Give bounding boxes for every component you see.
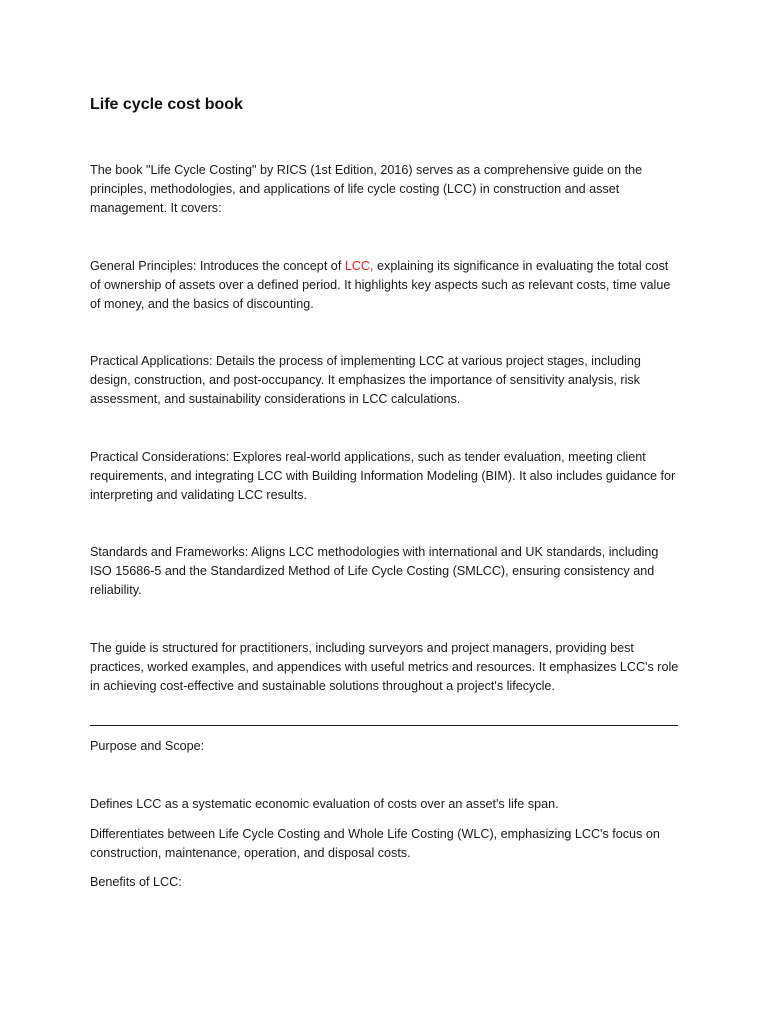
general-principles-text-end: explaining its significance in evaluating the total cost of ownership of assets over a defined period. It highlights key aspects such as relevant costs, time value of money, and the basics of discounting. [90, 259, 671, 311]
practical-considerations-paragraph: Practical Considerations: Explores real-world applications, such as tender evaluation, meeting client requirements, and integrating LCC with Building Information Modeling (BIM). It also includes guidance for interpreting and validating LCC results. [90, 450, 676, 502]
purpose-scope-heading: Purpose and Scope: [90, 739, 205, 753]
general-principles-text-start: General Principles: Introduces the concept of [90, 259, 345, 273]
guide-structure-paragraph: The guide is structured for practitioners, including surveyors and project managers, providing best practices, worked examples, and appendices with useful metrics and resources. It emphasizes LCC's role in achieving cost-effective and sustainable solutions throughout a project's lifecycle. [90, 641, 679, 693]
general-principles-paragraph [90, 257, 682, 314]
standards-frameworks-paragraph: Standards and Frameworks: Aligns LCC methodologies with international and UK standards, including ISO 15686-5 and the Standardized Method of Life Cycle Costing (SMLCC), ensuring consistency and reliability. [90, 545, 659, 597]
horizontal-divider [90, 725, 678, 726]
practical-applications-paragraph: Practical Applications: Details the process of implementing LCC at various project stages, including design, construction, and post-occupancy. It emphasizes the importance of sensitivity analysis, risk assessment, and sustainability considerations in LCC calculations. [90, 354, 641, 406]
lcc-highlight: LCC, [344, 259, 374, 273]
defines-lcc-paragraph: Defines LCC as a systematic economic evaluation of costs over an asset's life span. [90, 797, 559, 811]
document-title: Life cycle cost book [90, 96, 243, 113]
benefits-heading: Benefits of LCC: [90, 875, 182, 889]
differentiates-paragraph: Differentiates between Life Cycle Costing and Whole Life Costing (WLC), emphasizing LCC's focus on construction, maintenance, operation, and disposal costs. [90, 827, 660, 860]
intro-paragraph: The book "Life Cycle Costing" by RICS (1st Edition, 2016) serves as a comprehensive guide on the principles, methodologies, and applications of life cycle costing (LCC) in construction and asset management. It covers: [90, 163, 643, 215]
